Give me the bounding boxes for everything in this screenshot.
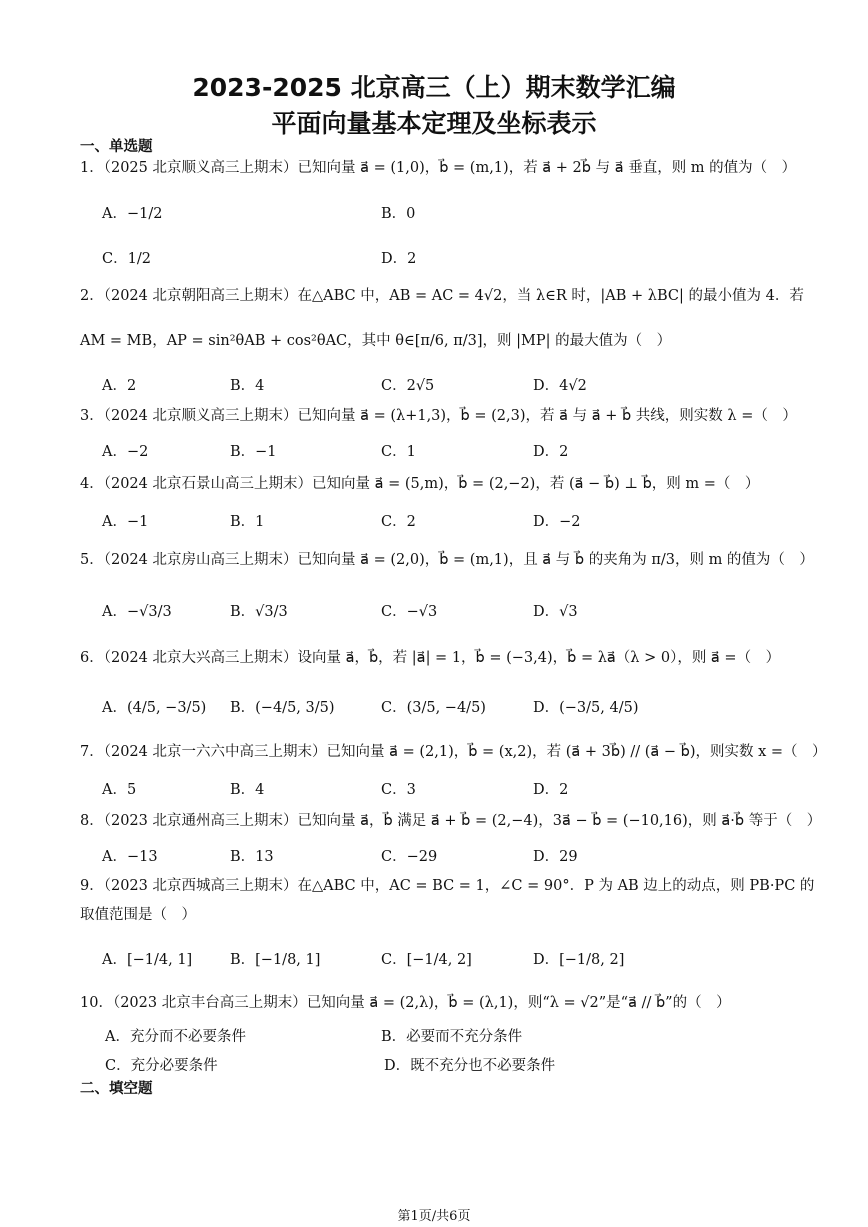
q4-option-a: A．−1 (102, 514, 149, 530)
q7-option-c: C．3 (381, 782, 416, 798)
q1-option-a: A．−1/2 (102, 206, 163, 222)
q1-option-d: D．2 (381, 251, 417, 267)
question-10-stem: 10．（2023 北京丰台高三上期末）已知向量 a⃗ = (2,λ)，b⃗ = (λ,1)，则“λ = √2”是“a⃗ // b⃗”的（ ） (80, 995, 731, 1011)
question-8-stem: 8．（2023 北京通州高三上期末）已知向量 a⃗，b⃗ 满足 a⃗ + b⃗ = (2,−4)，3a⃗ − b⃗ = (−10,16)，则 a⃗·b⃗ 等于（ ） (80, 813, 822, 829)
q9-option-c: C．[−1/4, 2] (381, 952, 472, 968)
q5-option-c: C．−√3 (381, 604, 438, 620)
question-5-stem: 5．（2024 北京房山高三上期末）已知向量 a⃗ = (2,0)，b⃗ = (m,1)，且 a⃗ 与 b⃗ 的夹角为 π/3，则 m 的值为（ ） (80, 552, 814, 568)
q10-option-d: D．既不充分也不必要条件 (384, 1058, 556, 1074)
q8-option-d: D．29 (533, 849, 578, 865)
question-2-stem-line2: AM = MB，AP = sin²θAB + cos²θAC，其中 θ∈[π/6, π/3]，则 |MP| 的最大值为（ ） (80, 333, 672, 349)
q8-option-c: C．−29 (381, 849, 438, 865)
q6-option-b: B．(−4/5, 3/5) (230, 700, 335, 716)
q5-option-b: B．√3/3 (230, 604, 288, 620)
q4-option-c: C．2 (381, 514, 416, 530)
section-fill-blank: 二、填空题 (80, 1081, 153, 1097)
q7-option-d: D．2 (533, 782, 569, 798)
page-number-footer: 第1页/共6页 (397, 1209, 471, 1224)
q7-option-b: B．4 (230, 782, 265, 798)
doc-title-line1: 2023-2025 北京高三（上）期末数学汇编 (192, 73, 676, 102)
q6-option-d: D．(−3/5, 4/5) (533, 700, 639, 716)
q7-option-a: A．5 (102, 782, 137, 798)
q9-option-b: B．[−1/8, 1] (230, 952, 321, 968)
q2-option-d: D．4√2 (533, 378, 587, 394)
q2-option-b: B．4 (230, 378, 265, 394)
question-4-stem: 4．（2024 北京石景山高三上期末）已知向量 a⃗ = (5,m)，b⃗ = (2,−2)，若 (a⃗ − b⃗) ⊥ b⃗，则 m =（ ） (80, 476, 760, 492)
question-6-stem: 6．（2024 北京大兴高三上期末）设向量 a⃗，b⃗，若 |a⃗| = 1，b⃗ = (−3,4)，b⃗ = λa⃗（λ > 0），则 a⃗ =（ ） (80, 650, 781, 666)
q8-option-a: A．−13 (102, 849, 158, 865)
q6-option-c: C．(3/5, −4/5) (381, 700, 486, 716)
q6-option-a: A．(4/5, −3/5) (102, 700, 207, 716)
q1-option-b: B．0 (381, 206, 416, 222)
q3-option-d: D．2 (533, 444, 569, 460)
section-single-choice: 一、单选题 (80, 139, 153, 155)
q3-option-c: C．1 (381, 444, 416, 460)
question-9-stem-line2: 取值范围是（ ） (80, 907, 196, 923)
question-1-stem: 1．（2025 北京顺义高三上期末）已知向量 a⃗ = (1,0)，b⃗ = (m,1)，若 a⃗ + 2b⃗ 与 a⃗ 垂直，则 m 的值为（ ） (80, 160, 797, 176)
q9-option-d: D．[−1/8, 2] (533, 952, 625, 968)
q8-option-b: B．13 (230, 849, 274, 865)
q10-option-b: B．必要而不充分条件 (381, 1029, 523, 1045)
question-9-stem: 9．（2023 北京西城高三上期末）在△ABC 中，AC = BC = 1，∠C = 90°．P 为 AB 边上的动点，则 PB·PC 的 (80, 878, 815, 894)
q4-option-d: D．−2 (533, 514, 581, 530)
q3-option-b: B．−1 (230, 444, 277, 460)
doc-title-line2: 平面向量基本定理及坐标表示 (271, 109, 597, 138)
q2-option-c: C．2√5 (381, 378, 435, 394)
q10-option-c: C．充分必要条件 (105, 1058, 218, 1074)
q3-option-a: A．−2 (102, 444, 149, 460)
q5-option-d: D．√3 (533, 604, 578, 620)
question-2-stem: 2．（2024 北京朝阳高三上期末）在△ABC 中，AB = AC = 4√2，当 λ∈R 时，|AB + λBC| 的最小值为 4．若 (80, 288, 804, 304)
q5-option-a: A．−√3/3 (102, 604, 172, 620)
q4-option-b: B．1 (230, 514, 265, 530)
q1-option-c: C．1/2 (102, 251, 151, 267)
q2-option-a: A．2 (102, 378, 137, 394)
question-3-stem: 3．（2024 北京顺义高三上期末）已知向量 a⃗ = (λ+1,3)，b⃗ = (2,3)，若 a⃗ 与 a⃗ + b⃗ 共线，则实数 λ =（ ） (80, 408, 797, 424)
question-7-stem: 7．（2024 北京一六六中高三上期末）已知向量 a⃗ = (2,1)，b⃗ = (x,2)，若 (a⃗ + 3b⃗) // (a⃗ − b⃗)，则实数 x =（ ） (80, 744, 827, 760)
q10-option-a: A．充分而不必要条件 (105, 1029, 246, 1045)
q9-option-a: A．[−1/4, 1] (102, 952, 193, 968)
